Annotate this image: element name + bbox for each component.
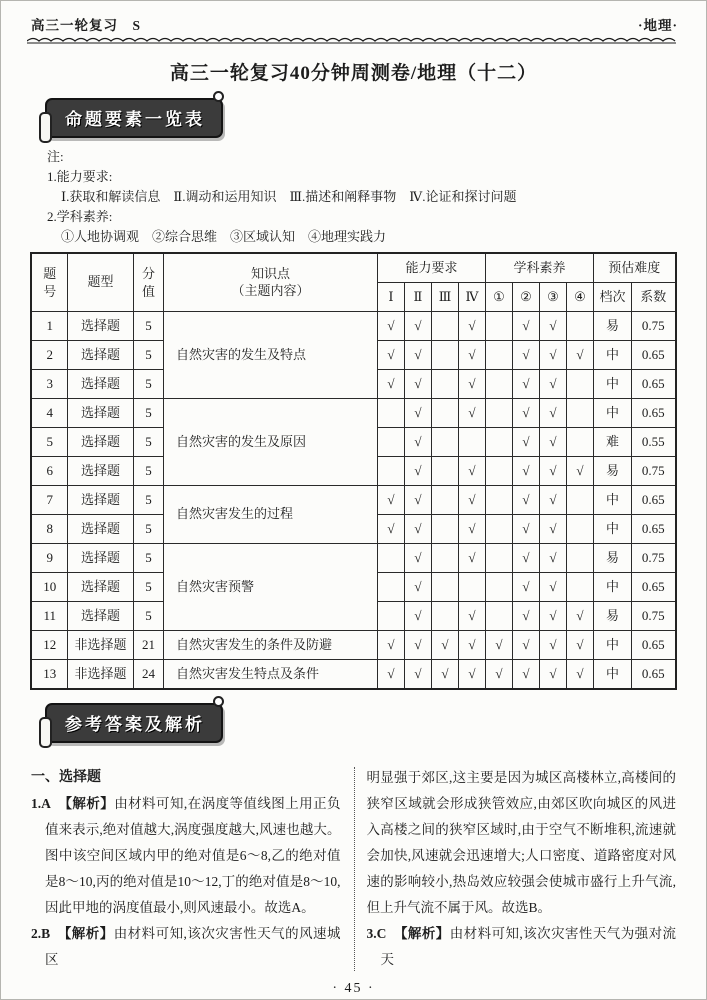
literacy-check-cell — [566, 428, 593, 457]
sub-header-literacy-4: ④ — [566, 283, 593, 312]
answer-text: 由材料可知,该次灾害性天气为强对流天 — [380, 926, 677, 967]
table-header-row-1 — [31, 253, 675, 283]
knowledge-cell: 自然灾害发生的过程 — [163, 486, 377, 544]
ability-check-cell — [458, 573, 485, 602]
running-head — [1, 1, 706, 34]
answers-left-column — [31, 765, 341, 973]
banner-reference-answers — [45, 703, 223, 743]
literacy-check-cell: √ — [539, 602, 566, 631]
score-cell: 24 — [133, 660, 163, 690]
literacy-check-cell — [566, 573, 593, 602]
score-cell: 5 — [133, 341, 163, 370]
ability-check-cell: √ — [404, 631, 431, 660]
page-title: 高三一轮复习40分钟周测卷/地理（十二） — [169, 63, 538, 84]
sub-header-ability-2: Ⅱ — [404, 283, 431, 312]
difficulty-level-cell: 易 — [594, 544, 632, 573]
literacy-check-cell: √ — [539, 573, 566, 602]
question-type-cell: 选择题 — [67, 312, 133, 341]
question-type-cell: 选择题 — [67, 428, 133, 457]
ability-check-cell: √ — [377, 486, 404, 515]
literacy-check-cell: √ — [566, 660, 593, 690]
question-no-cell: 4 — [31, 399, 67, 428]
sub-header-literacy-2: ② — [512, 283, 539, 312]
ability-check-cell — [431, 486, 458, 515]
literacy-check-cell — [566, 515, 593, 544]
score-cell: 5 — [133, 602, 163, 631]
knowledge-cell: 自然灾害的发生及特点 — [163, 312, 377, 399]
ability-check-cell: √ — [377, 312, 404, 341]
sub-header-ability-4: Ⅳ — [458, 283, 485, 312]
ability-check-cell: √ — [458, 370, 485, 399]
answer-label: 1.A — [31, 796, 51, 811]
ability-check-cell: √ — [404, 457, 431, 486]
knowledge-cell: 自然灾害发生的条件及防避 — [163, 631, 377, 660]
ability-check-cell: √ — [404, 428, 431, 457]
literacy-check-cell: √ — [512, 486, 539, 515]
literacy-check-cell: √ — [512, 341, 539, 370]
literacy-check-cell — [566, 312, 593, 341]
literacy-check-cell — [485, 370, 512, 399]
literacy-check-cell — [485, 428, 512, 457]
difficulty-level-cell: 难 — [594, 428, 632, 457]
literacy-check-cell: √ — [485, 631, 512, 660]
question-type-cell: 选择题 — [67, 370, 133, 399]
difficulty-coef-cell: 0.75 — [632, 544, 676, 573]
knowledge-cell: 自然灾害发生特点及条件 — [163, 660, 377, 690]
group-header-literacy: 学科素养 — [485, 253, 593, 283]
scroll-curl-icon — [39, 717, 52, 748]
ability-check-cell: √ — [377, 341, 404, 370]
literacy-check-cell — [485, 457, 512, 486]
literacy-check-cell: √ — [539, 660, 566, 690]
difficulty-level-cell: 中 — [594, 573, 632, 602]
ability-check-cell: √ — [458, 486, 485, 515]
ability-check-cell: √ — [404, 515, 431, 544]
answer-label: 3.C — [366, 926, 387, 941]
ability-check-cell: √ — [458, 515, 485, 544]
ability-check-cell — [377, 602, 404, 631]
ability-check-cell: √ — [404, 399, 431, 428]
question-type-cell: 选择题 — [67, 515, 133, 544]
literacy-check-cell: √ — [566, 457, 593, 486]
table-row — [31, 486, 675, 515]
difficulty-coef-cell: 0.65 — [632, 341, 676, 370]
question-no-cell: 3 — [31, 370, 67, 399]
literacy-check-cell: √ — [485, 660, 512, 690]
answer-analysis-tag: 【解析】 — [64, 926, 114, 941]
score-cell: 5 — [133, 486, 163, 515]
literacy-check-cell — [566, 486, 593, 515]
ability-check-cell: √ — [377, 660, 404, 690]
notes-ability-items: Ⅰ.获取和解读信息 Ⅱ.调动和运用知识 Ⅲ.描述和阐释事物 Ⅳ.论证和探讨问题 — [61, 189, 517, 204]
difficulty-coef-cell: 0.75 — [632, 457, 676, 486]
ability-check-cell: √ — [431, 660, 458, 690]
ability-check-cell: √ — [404, 544, 431, 573]
difficulty-level-cell: 中 — [594, 660, 632, 690]
sub-header-difficulty-level: 档次 — [594, 283, 632, 312]
answer-continuation-text: 明显强于郊区,这主要是因为城区高楼林立,高楼间的狭窄区域就会形成狭管效应,由郊区吹向城区的风进入高楼之间的狭窄区域时,由于空气不断堆积,流速就会加快,风速就会迅速增大;人口密度、道路密度对风速的影响较小,热岛效应较强会使城市盛行上升气流,但上升气流不属于风。故选B。 — [366, 770, 676, 915]
ability-check-cell — [377, 544, 404, 573]
question-no-cell: 5 — [31, 428, 67, 457]
answer-item — [31, 791, 341, 921]
ability-check-cell — [431, 370, 458, 399]
literacy-check-cell: √ — [512, 573, 539, 602]
ability-check-cell — [431, 602, 458, 631]
ability-check-cell: √ — [458, 457, 485, 486]
ability-check-cell: √ — [458, 660, 485, 690]
literacy-check-cell — [566, 544, 593, 573]
literacy-check-cell — [485, 341, 512, 370]
literacy-check-cell — [485, 515, 512, 544]
header-right-text: ·地理· — [637, 18, 678, 33]
header-rule-wavy-line — [27, 35, 676, 45]
banner-label: 命题要素一览表 — [65, 110, 205, 129]
literacy-check-cell: √ — [539, 515, 566, 544]
literacy-check-cell: √ — [539, 631, 566, 660]
literacy-check-cell: √ — [539, 544, 566, 573]
question-type-cell: 选择题 — [67, 486, 133, 515]
difficulty-coef-cell: 0.65 — [632, 370, 676, 399]
literacy-check-cell: √ — [512, 457, 539, 486]
question-type-cell: 非选择题 — [67, 631, 133, 660]
difficulty-coef-cell: 0.75 — [632, 602, 676, 631]
ability-check-cell — [458, 428, 485, 457]
scroll-ring-icon — [213, 696, 224, 707]
group-header-ability: 能力要求 — [377, 253, 485, 283]
ability-check-cell — [431, 428, 458, 457]
question-type-cell: 选择题 — [67, 573, 133, 602]
ability-check-cell — [431, 573, 458, 602]
literacy-check-cell: √ — [512, 399, 539, 428]
question-no-cell: 1 — [31, 312, 67, 341]
score-cell: 5 — [133, 370, 163, 399]
table-row — [31, 312, 675, 341]
difficulty-level-cell: 中 — [594, 370, 632, 399]
question-type-cell: 非选择题 — [67, 660, 133, 690]
score-cell: 21 — [133, 631, 163, 660]
literacy-check-cell: √ — [566, 602, 593, 631]
answer-analysis-tag: 【解析】 — [65, 796, 115, 811]
ability-check-cell: √ — [404, 370, 431, 399]
literacy-check-cell — [485, 312, 512, 341]
scroll-curl-icon — [39, 112, 52, 143]
ability-check-cell — [431, 457, 458, 486]
table-row — [31, 544, 675, 573]
score-cell: 5 — [133, 457, 163, 486]
score-cell: 5 — [133, 399, 163, 428]
ability-check-cell — [431, 544, 458, 573]
question-type-cell: 选择题 — [67, 602, 133, 631]
ability-check-cell: √ — [404, 573, 431, 602]
ability-check-cell — [377, 399, 404, 428]
difficulty-coef-cell: 0.65 — [632, 573, 676, 602]
question-type-cell: 选择题 — [67, 341, 133, 370]
ability-check-cell: √ — [458, 631, 485, 660]
notes-ability-title: 1.能力要求: — [47, 169, 113, 184]
notes-literacy-title: 2.学科素养: — [47, 209, 113, 224]
difficulty-level-cell: 中 — [594, 341, 632, 370]
ability-check-cell — [431, 515, 458, 544]
col-header-knowledge: 知识点 （主题内容） — [163, 253, 377, 312]
literacy-check-cell: √ — [539, 486, 566, 515]
banner-issue-elements — [45, 98, 223, 138]
answers-section — [31, 765, 676, 973]
sub-header-literacy-3: ③ — [539, 283, 566, 312]
notes-block — [47, 147, 706, 247]
literacy-check-cell: √ — [539, 457, 566, 486]
table-row — [31, 631, 675, 660]
literacy-check-cell — [485, 602, 512, 631]
question-no-cell: 8 — [31, 515, 67, 544]
question-type-cell: 选择题 — [67, 544, 133, 573]
score-cell: 5 — [133, 428, 163, 457]
difficulty-level-cell: 易 — [594, 457, 632, 486]
ability-check-cell: √ — [404, 486, 431, 515]
ability-check-cell — [431, 312, 458, 341]
difficulty-coef-cell: 0.65 — [632, 660, 676, 690]
literacy-check-cell: √ — [512, 660, 539, 690]
literacy-check-cell: √ — [512, 602, 539, 631]
col-header-question-no: 题号 — [31, 253, 67, 312]
difficulty-level-cell: 中 — [594, 631, 632, 660]
col-header-question-type: 题型 — [67, 253, 133, 312]
literacy-check-cell: √ — [539, 399, 566, 428]
question-type-cell: 选择题 — [67, 457, 133, 486]
question-type-cell: 选择题 — [67, 399, 133, 428]
knowledge-cell: 自然灾害的发生及原因 — [163, 399, 377, 486]
ability-check-cell: √ — [458, 312, 485, 341]
ability-check-cell: √ — [458, 544, 485, 573]
answer-label: 2.B — [31, 926, 51, 941]
difficulty-level-cell: 易 — [594, 602, 632, 631]
literacy-check-cell: √ — [539, 370, 566, 399]
sub-header-ability-1: Ⅰ — [377, 283, 404, 312]
sub-header-literacy-1: ① — [485, 283, 512, 312]
answer-item — [367, 921, 677, 973]
question-no-cell: 7 — [31, 486, 67, 515]
ability-check-cell — [377, 428, 404, 457]
ability-check-cell — [377, 457, 404, 486]
literacy-check-cell — [485, 544, 512, 573]
score-cell: 5 — [133, 312, 163, 341]
difficulty-level-cell: 中 — [594, 515, 632, 544]
question-no-cell: 6 — [31, 457, 67, 486]
answers-right-column — [367, 765, 677, 973]
literacy-check-cell: √ — [512, 428, 539, 457]
ability-check-cell: √ — [458, 341, 485, 370]
spec-table — [30, 252, 676, 690]
score-cell: 5 — [133, 544, 163, 573]
ability-check-cell: √ — [431, 631, 458, 660]
answer-text: 由材料可知,该次灾害性天气的风速城区 — [45, 926, 341, 967]
ability-check-cell: √ — [377, 515, 404, 544]
col-header-score: 分值 — [133, 253, 163, 312]
difficulty-level-cell: 易 — [594, 312, 632, 341]
literacy-check-cell: √ — [512, 515, 539, 544]
literacy-check-cell: √ — [539, 312, 566, 341]
literacy-check-cell — [566, 399, 593, 428]
ability-check-cell: √ — [377, 631, 404, 660]
table-row — [31, 660, 675, 690]
ability-check-cell: √ — [404, 312, 431, 341]
question-no-cell: 11 — [31, 602, 67, 631]
literacy-check-cell: √ — [566, 631, 593, 660]
page-number: · 45 · — [332, 981, 375, 996]
ability-check-cell — [377, 573, 404, 602]
difficulty-level-cell: 中 — [594, 399, 632, 428]
literacy-check-cell: √ — [566, 341, 593, 370]
answer-text: 由材料可知,在涡度等值线图上用正负值来表示,绝对值越大,涡度强度越大,风速也越大。图中该空间区域内甲的绝对值是6～8,乙的绝对值是8～10,丙的绝对值是10～12,丁的绝对值是8～10,因此甲地的涡度值最小,则风速最小。故选A。 — [45, 796, 341, 915]
literacy-check-cell: √ — [512, 631, 539, 660]
header-left-text: 高三一轮复习 S — [31, 18, 142, 33]
table-row — [31, 399, 675, 428]
literacy-check-cell — [566, 370, 593, 399]
ability-check-cell: √ — [458, 399, 485, 428]
literacy-check-cell: √ — [512, 312, 539, 341]
literacy-check-cell — [485, 573, 512, 602]
difficulty-coef-cell: 0.65 — [632, 399, 676, 428]
question-no-cell: 2 — [31, 341, 67, 370]
difficulty-coef-cell: 0.65 — [632, 486, 676, 515]
answer-item — [31, 921, 341, 973]
ability-check-cell: √ — [458, 602, 485, 631]
question-no-cell: 12 — [31, 631, 67, 660]
ability-check-cell: √ — [404, 602, 431, 631]
literacy-check-cell: √ — [539, 341, 566, 370]
notes-label: 注: — [47, 149, 64, 164]
question-no-cell: 9 — [31, 544, 67, 573]
ability-check-cell: √ — [404, 341, 431, 370]
score-cell: 5 — [133, 515, 163, 544]
literacy-check-cell: √ — [512, 370, 539, 399]
scroll-ring-icon — [213, 91, 224, 102]
ability-check-cell: √ — [377, 370, 404, 399]
answer-analysis-tag: 【解析】 — [400, 926, 450, 941]
ability-check-cell — [431, 341, 458, 370]
literacy-check-cell: √ — [512, 544, 539, 573]
ability-check-cell — [431, 399, 458, 428]
sub-header-difficulty-coef: 系数 — [632, 283, 676, 312]
difficulty-coef-cell: 0.65 — [632, 631, 676, 660]
question-no-cell: 10 — [31, 573, 67, 602]
literacy-check-cell — [485, 486, 512, 515]
knowledge-cell: 自然灾害预警 — [163, 544, 377, 631]
difficulty-coef-cell: 0.75 — [632, 312, 676, 341]
sub-header-ability-3: Ⅲ — [431, 283, 458, 312]
difficulty-coef-cell: 0.55 — [632, 428, 676, 457]
literacy-check-cell: √ — [539, 428, 566, 457]
question-no-cell: 13 — [31, 660, 67, 690]
score-cell: 5 — [133, 573, 163, 602]
column-divider — [354, 767, 355, 971]
group-header-difficulty: 预估难度 — [594, 253, 676, 283]
literacy-check-cell — [485, 399, 512, 428]
difficulty-coef-cell: 0.65 — [632, 515, 676, 544]
ability-check-cell: √ — [404, 660, 431, 690]
answers-section-title: 一、选择题 — [31, 770, 101, 785]
notes-literacy-items: ①人地协调观 ②综合思维 ③区域认知 ④地理实践力 — [61, 229, 387, 244]
banner-label: 参考答案及解析 — [65, 715, 205, 734]
difficulty-level-cell: 中 — [594, 486, 632, 515]
